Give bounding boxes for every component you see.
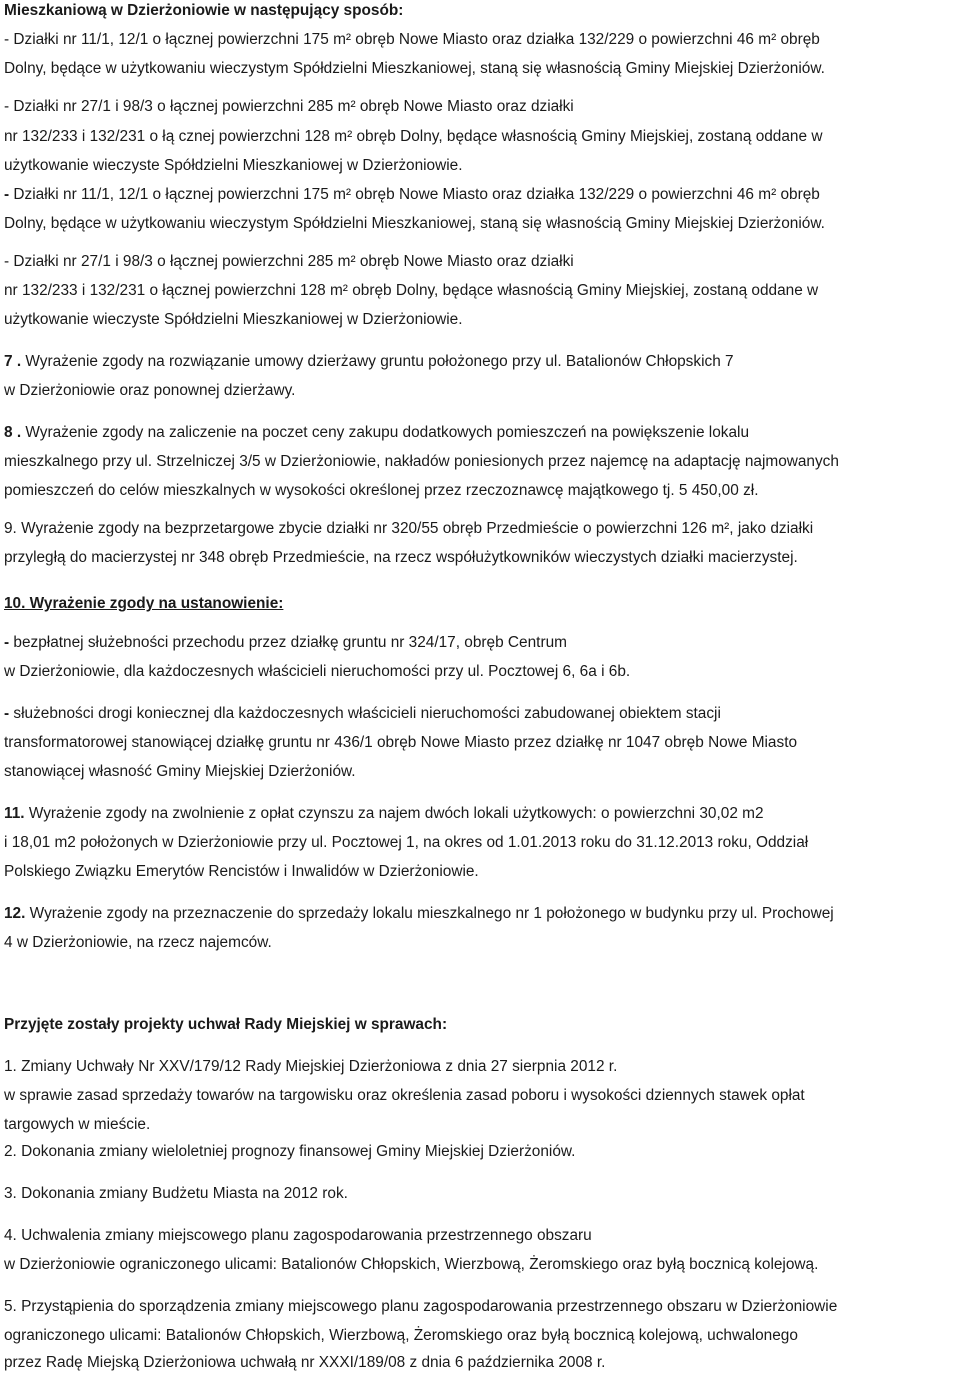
resolution-item-4: 4. Uchwalenia zmiany miejscowego planu zagospodarowania przestrzennego obszaru <box>4 1227 592 1244</box>
paragraph-line: 4 w Dzierżoniowie, na rzecz najemców. <box>4 934 272 951</box>
paragraph-line: w Dzierżoniowie oraz ponownej dzierżawy. <box>4 382 296 399</box>
item-text: Wyrażenie zgody na rozwiązanie umowy dzierżawy gruntu położonego przy ul. Batalionów Chłopskich 7 <box>25 353 734 370</box>
paragraph-line: przez Radę Miejską Dzierżoniowa uchwałą nr XXXI/189/08 z dnia 6 października 2008 r. <box>4 1354 606 1371</box>
item-11-line <box>4 805 764 823</box>
paragraph-text: Działki nr 11/1, 12/1 o łącznej powierzchni 175 m² obręb Nowe Miasto oraz działka 132/229 o powierzchni 46 m² obręb <box>13 186 820 203</box>
item-text: Wyrażenie zgody na zaliczenie na poczet ceny zakupu dodatkowych pomieszczeń na powiększenie lokalu <box>25 424 750 441</box>
paragraph-line <box>4 705 721 723</box>
item-8-line <box>4 424 749 442</box>
paragraph-line: Polskiego Związku Emerytów Rencistów i Inwalidów w Dzierżoniowie. <box>4 863 479 880</box>
item-number: 8 . <box>4 424 26 441</box>
paragraph-line: targowych w mieście. <box>4 1116 151 1133</box>
paragraph-line: transformatorowej stanowiącej działkę gruntu nr 436/1 obręb Nowe Miasto przez działkę nr 1047 obręb Nowe Miasto <box>4 734 798 751</box>
paragraph-line: użytkowanie wieczyste Spółdzielni Mieszkaniowej w Dzierżoniowie. <box>4 311 463 328</box>
paragraph-line: - Działki nr 11/1, 12/1 o łącznej powierzchni 175 m² obręb Nowe Miasto oraz działka 132/229 o powierzchni 46 m² obręb <box>4 31 820 48</box>
paragraph-line: nr 132/233 i 132/231 o łącznej powierzchni 128 m² obręb Dolny, będące własnością Gminy Miejskiej, zostaną oddane w <box>4 282 819 299</box>
item-number: 7 . <box>4 353 26 370</box>
item-9-line: 9. Wyrażenie zgody na bezprzetargowe zbycie działki nr 320/55 obręb Przedmieście o powierzchni 126 m², jako działki <box>4 520 814 537</box>
paragraph-line: w sprawie zasad sprzedaży towarów na targowisku oraz określenia zasad poboru i wysokości dziennych stawek opłat <box>4 1087 805 1104</box>
paragraph-line: w Dzierżoniowie ograniczonego ulicami: Batalionów Chłopskich, Wierzbową, Żeromskiego oraz byłą bocznicą kolejową. <box>4 1256 819 1273</box>
dash-marker: - <box>4 186 14 203</box>
resolution-item-2: 2. Dokonania zmiany wieloletniej prognozy finansowej Gminy Miejskiej Dzierżoniów. <box>4 1143 576 1160</box>
paragraph-text: bezpłatnej służebności przechodu przez działkę gruntu nr 324/17, obręb Centrum <box>13 634 567 651</box>
paragraph-line: Dolny, będące w użytkowaniu wieczystym Spółdzielni Mieszkaniowej, staną się własnością Gminy Miejskiej Dzierżoniów. <box>4 215 825 232</box>
item-12-line <box>4 905 834 923</box>
resolutions-heading: Przyjęte zostały projekty uchwał Rady Miejskiej w sprawach: <box>4 1016 448 1033</box>
paragraph-line: użytkowanie wieczyste Spółdzielni Mieszkaniowej w Dzierżoniowie. <box>4 157 463 174</box>
paragraph-line: - Działki nr 27/1 i 98/3 o łącznej powierzchni 285 m² obręb Nowe Miasto oraz działki <box>4 98 574 115</box>
paragraph-line: w Dzierżoniowie, dla każdoczesnych właścicieli nieruchomości przy ul. Pocztowej 6, 6a i 6b. <box>4 663 631 680</box>
item-text: Wyrażenie zgody na przeznaczenie do sprzedaży lokalu mieszkalnego nr 1 położonego w budynku przy ul. Prochowej <box>29 905 834 922</box>
paragraph-line: przyległą do macierzystej nr 348 obręb Przedmieście, na rzecz współużytkowników wieczystych działki macierzystej. <box>4 549 798 566</box>
paragraph-line: Dolny, będące w użytkowaniu wieczystym Spółdzielni Mieszkaniowej, staną się własnością Gminy Miejskiej Dzierżoniów. <box>4 60 825 77</box>
resolution-item-5: 5. Przystąpienia do sporządzenia zmiany miejscowego planu zagospodarowania przestrzennego obszaru w Dzierżoniowie <box>4 1298 838 1315</box>
paragraph-line <box>4 186 820 204</box>
paragraph-line: nr 132/233 i 132/231 o łą cznej powierzchni 128 m² obręb Dolny, będące własnością Gminy Miejskiej, zostaną oddane w <box>4 128 823 145</box>
section-heading: Mieszkaniową w Dzierżoniowie w następujący sposób: <box>4 2 404 19</box>
paragraph-line: mieszkalnego przy ul. Strzelniczej 3/5 w Dzierżoniowie, nakładów poniesionych przez najemcę na adaptację najmowanych <box>4 453 839 470</box>
item-10-heading: 10. Wyrażenie zgody na ustanowienie: <box>4 595 284 612</box>
paragraph-line: i 18,01 m2 położonych w Dzierżoniowie przy ul. Pocztowej 1, na okres od 1.01.2013 roku do 31.12.2013 roku, Oddział <box>4 834 809 851</box>
paragraph-line <box>4 634 567 652</box>
item-number: 11. <box>4 805 29 822</box>
resolution-item-3: 3. Dokonania zmiany Budżetu Miasta na 2012 rok. <box>4 1185 348 1202</box>
item-number: 12. <box>4 905 30 922</box>
item-7-line <box>4 353 734 371</box>
paragraph-line: stanowiącej własność Gminy Miejskiej Dzierżoniów. <box>4 763 356 780</box>
paragraph-text: służebności drogi koniecznej dla każdoczesnych właścicieli nieruchomości zabudowanej obiektem stacji <box>13 705 721 722</box>
paragraph-line: - Działki nr 27/1 i 98/3 o łącznej powierzchni 285 m² obręb Nowe Miasto oraz działki <box>4 253 574 270</box>
paragraph-line: ograniczonego ulicami: Batalionów Chłopskich, Wierzbową, Żeromskiego oraz byłą bocznicą kolejową, uchwalonego <box>4 1327 798 1344</box>
dash-marker: - <box>4 634 14 651</box>
dash-marker: - <box>4 705 14 722</box>
item-text: Wyrażenie zgody na zwolnienie z opłat czynszu za najem dwóch lokali użytkowych: o powierzchni 30,02 m2 <box>28 805 764 822</box>
paragraph-line: pomieszczeń do celów mieszkalnych w wysokości określonej przez rzeczoznawcę majątkowego tj. 5 450,00 zł. <box>4 482 759 499</box>
resolution-item-1: 1. Zmiany Uchwały Nr XXV/179/12 Rady Miejskiej Dzierżoniowa z dnia 27 sierpnia 2012 r. <box>4 1058 618 1075</box>
